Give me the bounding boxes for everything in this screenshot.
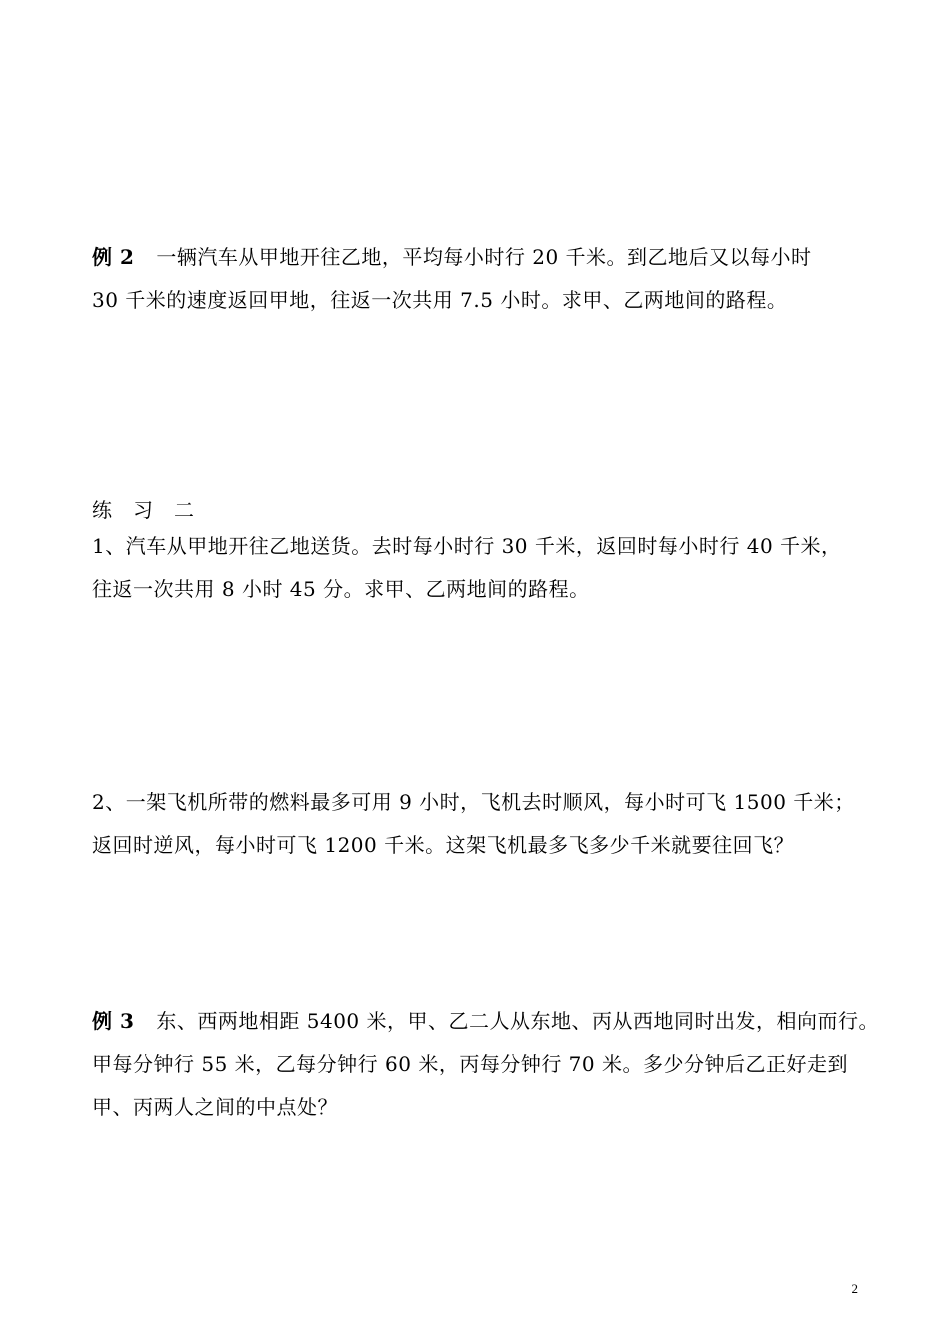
problem-2-line-1: 2、一架飞机所带的燃料最多可用 9 小时，飞机去时顺风，每小时可飞 1500 千米； bbox=[92, 790, 855, 814]
page-number: 2 bbox=[851, 1281, 858, 1296]
practice-2-heading: 练 习 二 bbox=[92, 498, 195, 522]
problem-1-line-1: 1、汽车从甲地开往乙地送货。去时每小时行 30 千米，返回时每小时行 40 千米， bbox=[92, 534, 842, 558]
problem-2-line-2: 返回时逆风，每小时可飞 1200 千米。这架飞机最多飞多少千米就要往回飞？ bbox=[92, 833, 795, 857]
practice-2 bbox=[92, 495, 882, 525]
example-3-line-1 bbox=[92, 1000, 882, 1043]
example-2-text-1: 一辆汽车从甲地开往乙地，平均每小时行 20 千米。到乙地后又以每小时 bbox=[156, 245, 812, 269]
example-3-line-3: 甲、丙两人之间的中点处？ bbox=[92, 1095, 338, 1119]
example-2-label: 例 2 bbox=[92, 245, 135, 269]
example-2-line-1 bbox=[92, 236, 882, 279]
example-3-label: 例 3 bbox=[92, 1009, 135, 1033]
practice-2-problem-1 bbox=[92, 525, 882, 611]
example-3 bbox=[92, 1000, 882, 1129]
practice-2-problem-2 bbox=[92, 781, 882, 867]
example-3-text-1: 东、西两地相距 5400 米，甲、乙二人从东地、丙从西地同时出发，相向而行。 bbox=[156, 1009, 880, 1033]
example-3-line-2: 甲每分钟行 55 米，乙每分钟行 60 米，丙每分钟行 70 米。多少分钟后乙正好走到 bbox=[92, 1052, 848, 1076]
problem-1-line-2: 往返一次共用 8 小时 45 分。求甲、乙两地间的路程。 bbox=[92, 577, 590, 601]
example-2-line-2: 30 千米的速度返回甲地，往返一次共用 7.5 小时。求甲、乙两地间的路程。 bbox=[92, 288, 788, 312]
example-2 bbox=[92, 236, 882, 322]
